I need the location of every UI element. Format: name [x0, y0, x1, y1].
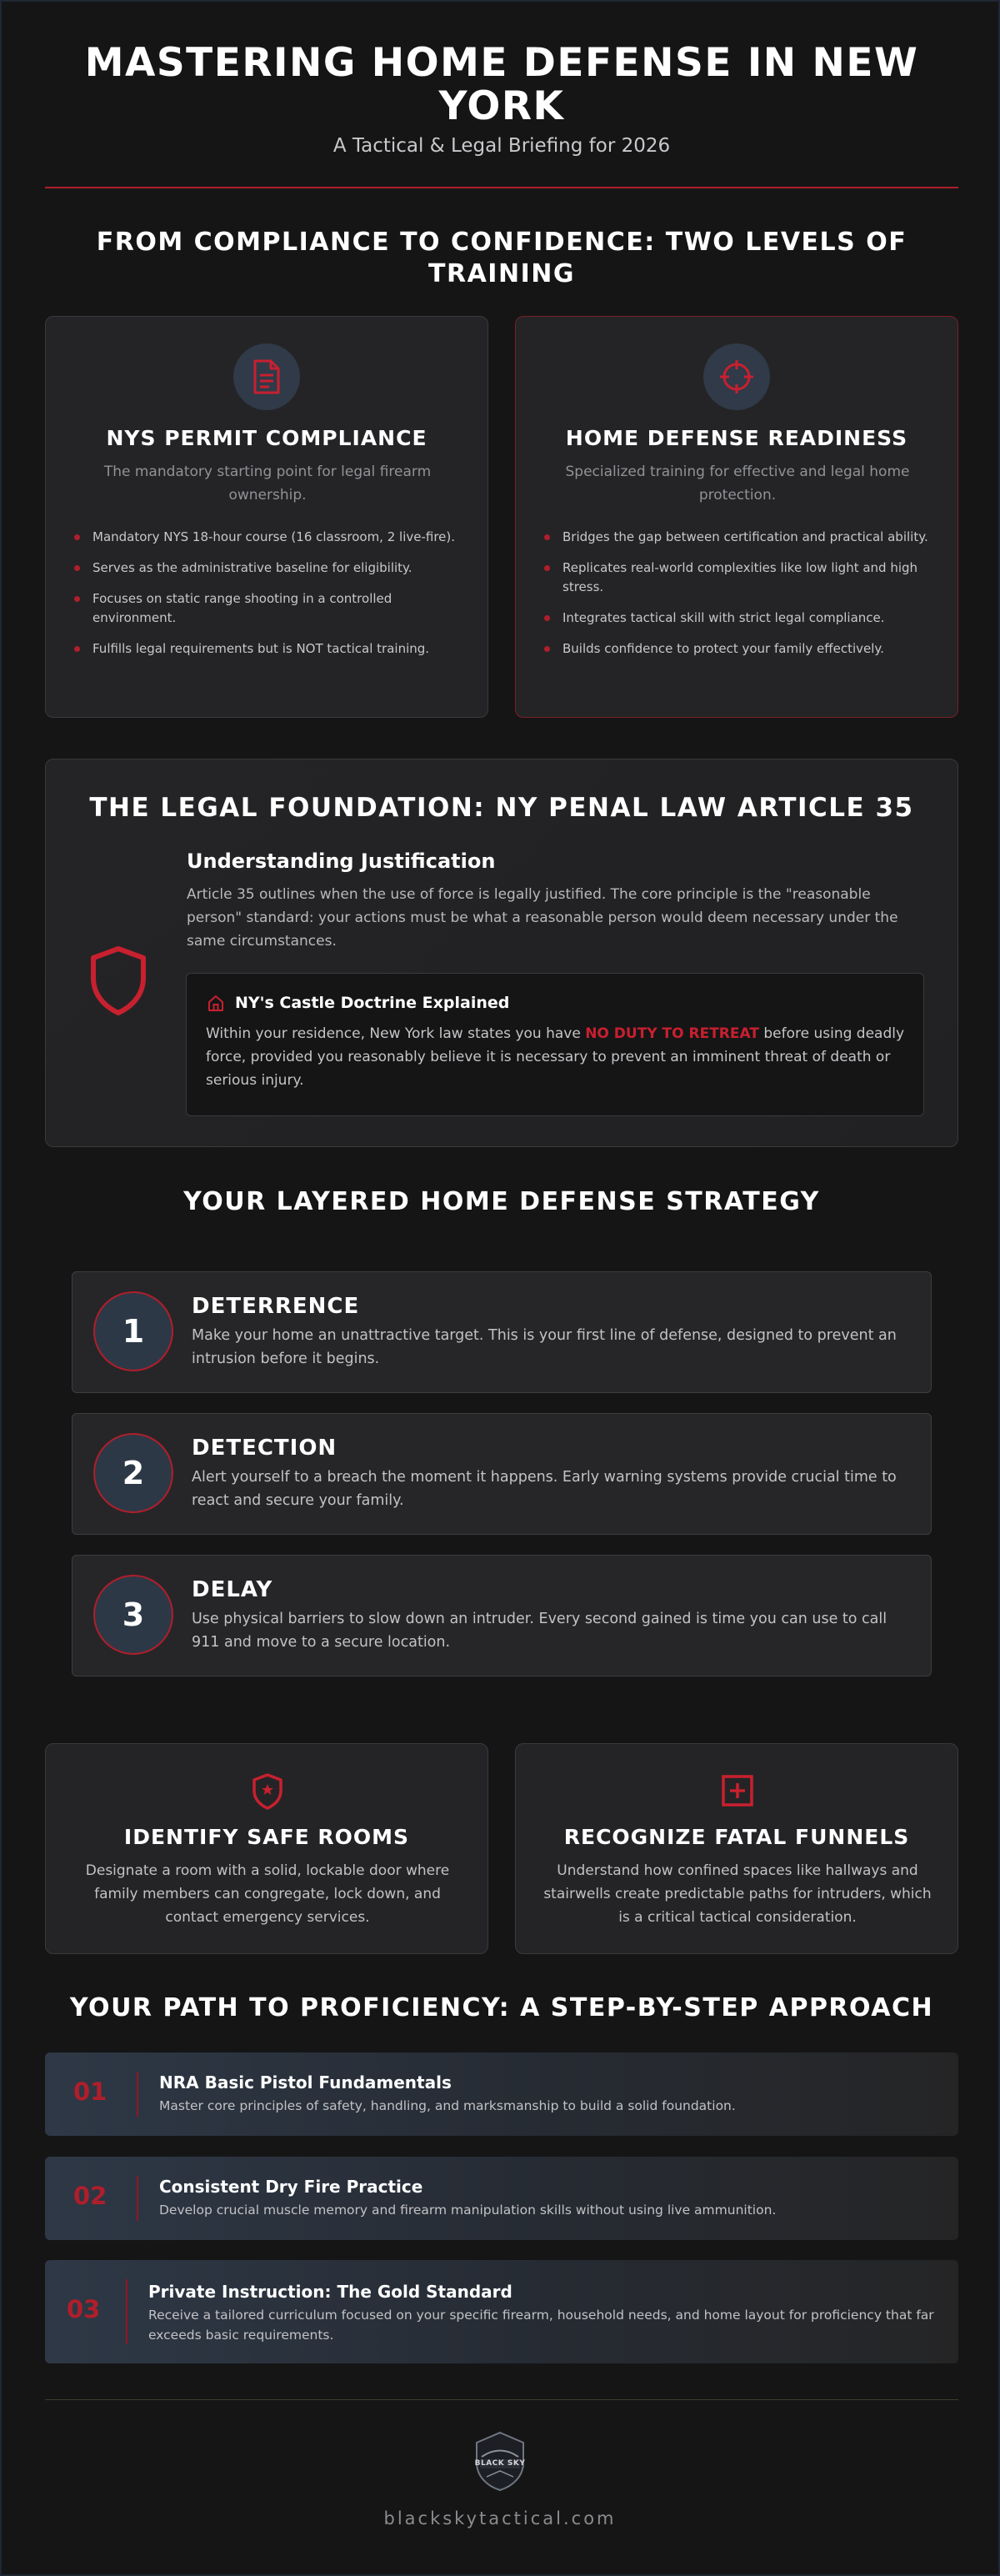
path-step-number: 01 [73, 2077, 108, 2106]
list-item: Mandatory NYS 18-hour course (16 classroom, 2 live-fire). [72, 528, 464, 547]
strategy-step-deterrence [72, 1271, 932, 1393]
castle-text-part: before using deadly force, provided you reasonably believe it is necessary to prevent an imminent threat of death or serious injury. [206, 1025, 905, 1089]
legal-foundation-card [45, 759, 958, 1147]
black-sky-logo[interactable] [468, 2429, 532, 2493]
path-step-1 [45, 2052, 958, 2136]
permit-compliance-card [45, 316, 488, 718]
home-defense-readiness-card [515, 316, 958, 718]
card-description: Understand how confined spaces like hallways and stairwells create predictable paths for intruders, which is a critical tactical consideration. [543, 1862, 932, 1926]
list-item: Fulfills legal requirements but is NOT tactical training. [72, 639, 464, 659]
step-description: Use physical barriers to slow down an intruder. Every second gained is time you can use to call 911 and move to a secure location. [192, 1611, 888, 1651]
card-title: RECOGNIZE FATAL FUNNELS [563, 1825, 910, 1849]
page-title: MASTERING HOME DEFENSE IN NEW YORK [84, 40, 919, 129]
page-subtitle: A Tactical & Legal Briefing for 2026 [332, 135, 671, 157]
path-step-description: Receive a tailored curriculum focused on your specific firearm, household needs, and home layout for proficiency that far exceeds basic requirements. [148, 2308, 934, 2343]
step-number: 2 [93, 1433, 173, 1513]
path-step-description: Master core principles of safety, handling, and marksmanship to build a solid foundation. [159, 2098, 736, 2113]
no-duty-to-retreat-highlight: NO DUTY TO RETREAT [585, 1025, 759, 1042]
card-title: HOME DEFENSE READINESS [565, 426, 908, 450]
list-item: Focuses on static range shooting in a controlled environment. [72, 589, 464, 628]
legal-paragraph: Article 35 outlines when the use of force is legally justified. The core principle is the "reasonable person" standard: your actions must be what a reasonable person would deem necessary under the same circumstances. [187, 886, 898, 950]
path-section-title: YOUR PATH TO PROFICIENCY: A STEP-BY-STEP APPROACH [69, 1993, 934, 2022]
castle-text-part: Within your residence, New York law states you have [206, 1025, 586, 1042]
shield-icon [250, 1772, 285, 1814]
step-title: DETECTION [192, 1436, 338, 1461]
logo-text: BLACK SKY [474, 2459, 526, 2468]
strategy-step-detection [72, 1413, 932, 1535]
fatal-funnels-card [515, 1743, 958, 1954]
shield-icon [88, 945, 149, 1020]
footer-url[interactable]: blackskytactical.com [383, 2508, 617, 2528]
path-step-number: 02 [73, 2182, 108, 2210]
crosshair-icon [703, 343, 770, 410]
bullet-list [72, 528, 464, 670]
list-item: Builds confidence to protect your family effectively. [542, 639, 934, 659]
card-description: Specialized training for effective and legal home protection. [565, 464, 910, 504]
card-description: Designate a room with a solid, lockable door where family members can congregate, lock down, and contact emergency services. [85, 1862, 450, 1926]
card-title: NYS PERMIT COMPLIANCE [106, 426, 428, 450]
training-section-title: FROM COMPLIANCE TO CONFIDENCE: TWO LEVELS OF TRAINING [96, 228, 908, 288]
path-step-description: Develop crucial muscle memory and firearm manipulation skills without using live ammunition. [159, 2203, 777, 2218]
plus-square-icon [721, 1774, 754, 1811]
safe-rooms-card [45, 1743, 488, 1954]
divider [126, 2279, 128, 2344]
card-title: IDENTIFY SAFE ROOMS [123, 1825, 410, 1849]
list-item: Replicates real-world complexities like low light and high stress. [542, 559, 934, 597]
divider [137, 2072, 138, 2117]
step-number: 3 [93, 1575, 173, 1655]
bullet-list [542, 528, 934, 670]
list-item: Integrates tactical skill with strict legal compliance. [542, 609, 934, 628]
strategy-section-title: YOUR LAYERED HOME DEFENSE STRATEGY [183, 1187, 820, 1216]
legal-heading: Understanding Justification [187, 849, 496, 873]
document-icon [233, 343, 300, 410]
step-description: Make your home an unattractive target. This is your first line of defense, designed to prevent an intrusion before it begins. [192, 1327, 897, 1367]
path-step-number: 03 [67, 2295, 101, 2323]
home-icon [207, 994, 225, 1015]
path-step-title: NRA Basic Pistol Fundamentals [159, 2072, 452, 2092]
castle-doctrine-text [206, 1022, 906, 1092]
header-divider [45, 187, 958, 188]
path-step-3 [45, 2260, 958, 2363]
step-number: 1 [93, 1291, 173, 1371]
step-description: Alert yourself to a breach the moment it happens. Early warning systems provide crucial time to react and secure your family. [192, 1469, 897, 1509]
footer-divider [45, 2399, 958, 2400]
list-item: Serves as the administrative baseline for eligibility. [72, 559, 464, 578]
castle-doctrine-box [186, 973, 924, 1116]
card-description: The mandatory starting point for legal firearm ownership. [103, 464, 432, 504]
path-step-2 [45, 2157, 958, 2240]
step-title: DELAY [192, 1577, 273, 1602]
path-step-title: Consistent Dry Fire Practice [159, 2177, 423, 2197]
castle-doctrine-title: NY's Castle Doctrine Explained [235, 994, 510, 1012]
page [2, 2, 998, 2574]
step-title: DETERRENCE [192, 1294, 360, 1319]
divider [137, 2176, 138, 2221]
list-item: Bridges the gap between certification and practical ability. [542, 528, 934, 547]
strategy-step-delay [72, 1555, 932, 1676]
legal-section-title: THE LEGAL FOUNDATION: NY PENAL LAW ARTICLE 35 [89, 793, 914, 823]
path-step-title: Private Instruction: The Gold Standard [148, 2282, 512, 2302]
